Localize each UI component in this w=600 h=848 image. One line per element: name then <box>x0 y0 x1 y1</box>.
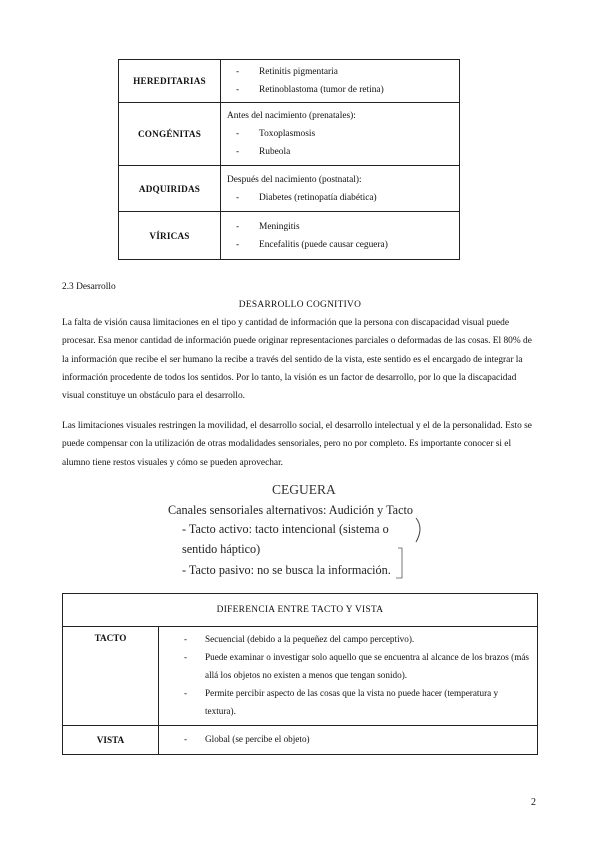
list-item: - Encefalitis (puede causar ceguera) <box>227 236 453 254</box>
section-subtitle: DESARROLLO COGNITIVO <box>238 300 362 310</box>
list-item: - Secuencial (debido a la pequeñez del campo perceptivo). <box>165 630 531 648</box>
row-key: VÍRICAS <box>119 212 221 260</box>
row-intro: Después del nacimiento (postnatal): <box>227 174 362 185</box>
row-key: TACTO <box>63 627 159 726</box>
list-item: - Toxoplasmosis <box>227 125 453 143</box>
list-item: - Retinoblastoma (tumor de retina) <box>227 81 453 99</box>
comparison-table <box>62 593 538 755</box>
list-item: - Permite percibir aspecto de las cosas que la vista no puede hacer (temperatura y textura). <box>165 684 531 720</box>
figure-line: Canales sensoriales alternativos: Audición y Tacto <box>168 503 413 517</box>
row-key: CONGÉNITAS <box>119 103 221 166</box>
list-item: - Retinitis pigmentaria <box>227 63 453 81</box>
list-item: - Global (se percibe el objeto) <box>165 730 531 748</box>
causes-table <box>118 59 460 260</box>
table-header: DIFERENCIA ENTRE TACTO Y VISTA <box>63 594 538 627</box>
row-key: HEREDITARIAS <box>119 60 221 103</box>
list-item: - Puede examinar o investigar solo aquello que se encuentra al alcance de los brazos (más allá los objetos no existen a menos que tengan sonido). <box>165 648 531 684</box>
paragraph: Las limitaciones visuales restringen la movilidad, el desarrollo social, el desarrollo intelectual y el de la personalidad. Esto se puede compensar con la utilización de otras modalidades sensoriales, pero no por completo. Es importante conocer si el alumno tiene restos visuales y cómo se pueden aprovechar. <box>62 421 532 468</box>
page-number: 2 <box>531 797 536 808</box>
paragraph: La falta de visión causa limitaciones en el tipo y cantidad de información que la persona con discapacidad visual puede procesar. Esa menor cantidad de información puede originar representaciones parciales o deformadas de las cosas. El 80% de la información que recibe el ser humano la recibe a través del sentido de la vista, este sentido es el encargado de integrar la información procedente de todos los sentidos. Por lo tanto, la visión es un factor de desarrollo, por lo que la discapacidad visual constituye un obstáculo para el desarrollo. <box>62 318 532 402</box>
figure-line: - Tacto pasivo: no se busca la información. <box>182 563 391 577</box>
section-heading: 2.3 Desarrollo <box>62 282 116 292</box>
figure-line: sentido háptico) <box>182 542 261 556</box>
list-item: - Diabetes (retinopatía diabética) <box>227 189 453 207</box>
list-item: - Rubeola <box>227 143 453 161</box>
figure-line: - Tacto activo: tacto intencional (sistema o <box>182 522 389 536</box>
row-key: VISTA <box>63 726 159 755</box>
ceguera-figure <box>168 478 430 586</box>
list-item: - Meningitis <box>227 218 453 236</box>
bracket-icon <box>392 514 430 582</box>
row-intro: Antes del nacimiento (prenatales): <box>227 111 356 121</box>
row-key: ADQUIRIDAS <box>119 166 221 212</box>
figure-title: CEGUERA <box>272 482 336 497</box>
